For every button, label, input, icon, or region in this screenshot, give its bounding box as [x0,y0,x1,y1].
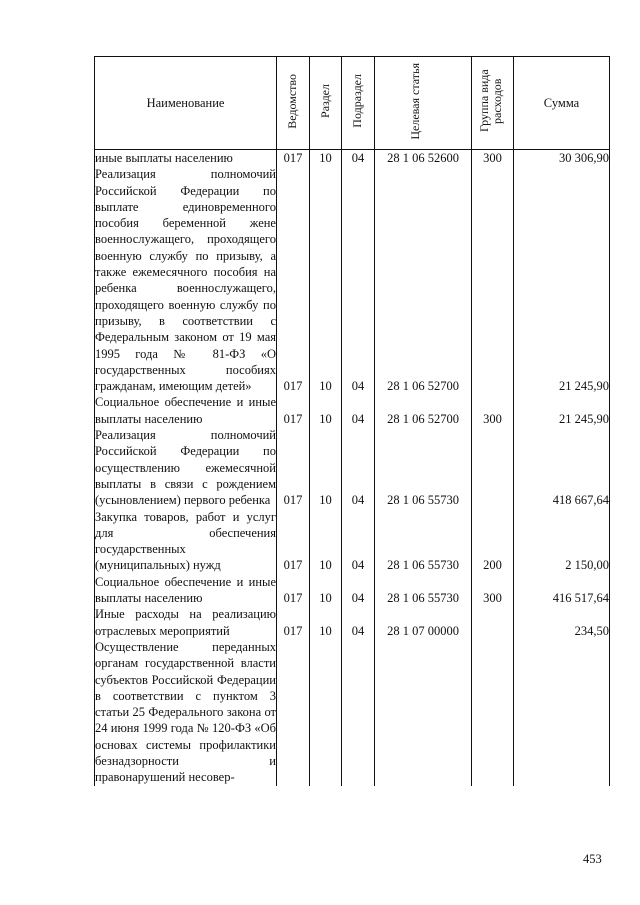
row-gruppa: 300 [472,394,514,427]
row-gruppa: 300 [472,150,514,167]
row-gruppa [472,427,514,508]
table-row [95,639,610,786]
row-tselevaya: 28 1 06 52700 [375,394,472,427]
row-podrazdel: 04 [342,574,375,607]
table-body [95,150,610,786]
table-row [95,427,610,508]
row-name: Реализация полномочий Российской Федерации по выплате единовременного пособия беременной жене военнослужащего, проходящего военную службу по призыву, а также ежемесячного пособия на ребенка военнослужащего, проходящего военную службу по призыву, в соответствии с Федеральным законом от 19 мая 1995 года № 81-ФЗ «О государственных пособиях гражданам, имеющим детей» [95,167,276,394]
row-razdel: 10 [310,606,342,639]
row-name: Иные расходы на реализацию отраслевых мероприятий [95,607,276,638]
row-tselevaya: 28 1 06 55730 [375,427,472,508]
row-summa: 21 245,90 [514,166,610,394]
row-tselevaya: 28 1 06 55730 [375,509,472,574]
row-name: иные выплаты населению [95,150,277,167]
table-header [95,57,610,150]
row-vedomstvo: 017 [277,166,310,394]
row-razdel [310,639,342,786]
header-razdel: Раздел [310,57,342,150]
row-podrazdel: 04 [342,606,375,639]
row-vedomstvo: 017 [277,150,310,167]
row-podrazdel: 04 [342,427,375,508]
row-name: Закупка товаров, работ и услуг для обеспечения государственных (муниципальных) нужд [95,509,276,573]
row-vedomstvo: 017 [277,606,310,639]
row-razdel: 10 [310,574,342,607]
table-row [95,166,610,394]
row-tselevaya: 28 1 06 55730 [375,574,472,607]
table-row [95,574,610,607]
row-podrazdel: 04 [342,150,375,167]
header-tselevaya: Целевая статья [375,57,472,150]
row-vedomstvo [277,639,310,786]
row-tselevaya: 28 1 07 00000 [375,606,472,639]
header-name: Наименование [95,57,277,150]
row-gruppa [472,606,514,639]
row-razdel: 10 [310,509,342,574]
row-vedomstvo: 017 [277,394,310,427]
header-gruppa: Группа вида расходов [472,57,514,150]
row-razdel: 10 [310,150,342,167]
header-podrazdel: Подраздел [342,57,375,150]
row-podrazdel: 04 [342,394,375,427]
row-tselevaya: 28 1 06 52600 [375,150,472,167]
header-summa: Сумма [514,57,610,150]
row-gruppa: 300 [472,574,514,607]
row-summa: 21 245,90 [514,394,610,427]
row-podrazdel: 04 [342,166,375,394]
row-name: Социальное обеспечение и иные выплаты населению [95,574,276,606]
row-razdel: 10 [310,427,342,508]
row-razdel: 10 [310,166,342,394]
row-tselevaya [375,639,472,786]
row-name: Реализация полномочий Российской Федерации по осуществлению ежемесячной выплаты в связи с рождением (усыновлением) первого ребенка [95,428,276,508]
table-row [95,150,610,167]
row-vedomstvo: 017 [277,574,310,607]
row-podrazdel [342,639,375,786]
row-gruppa: 200 [472,509,514,574]
row-name: Осуществление переданных органам государственной власти субъектов Российской Федерации в соответствии с пунктом 3 статьи 25 Федерального закона от 24 июня 1999 года № 120-ФЗ «Об основах системы профилактики безнадзорности и правонарушений несовер- [95,639,276,785]
table-row [95,394,610,427]
row-summa [514,639,610,786]
row-summa: 416 517,64 [514,574,610,607]
page-number: 453 [583,852,602,866]
budget-table [94,56,610,786]
row-summa: 2 150,00 [514,509,610,574]
row-summa: 30 306,90 [514,150,610,167]
row-gruppa [472,166,514,394]
header-vedomstvo: Ведомство [277,57,310,150]
row-gruppa [472,639,514,786]
row-vedomstvo: 017 [277,509,310,574]
row-name: Социальное обеспечение и иные выплаты населению [95,395,276,426]
row-tselevaya: 28 1 06 52700 [375,166,472,394]
row-summa: 418 667,64 [514,427,610,508]
table-row [95,606,610,639]
row-vedomstvo: 017 [277,427,310,508]
table-row [95,509,610,574]
row-razdel: 10 [310,394,342,427]
row-podrazdel: 04 [342,509,375,574]
row-summa: 234,50 [514,606,610,639]
